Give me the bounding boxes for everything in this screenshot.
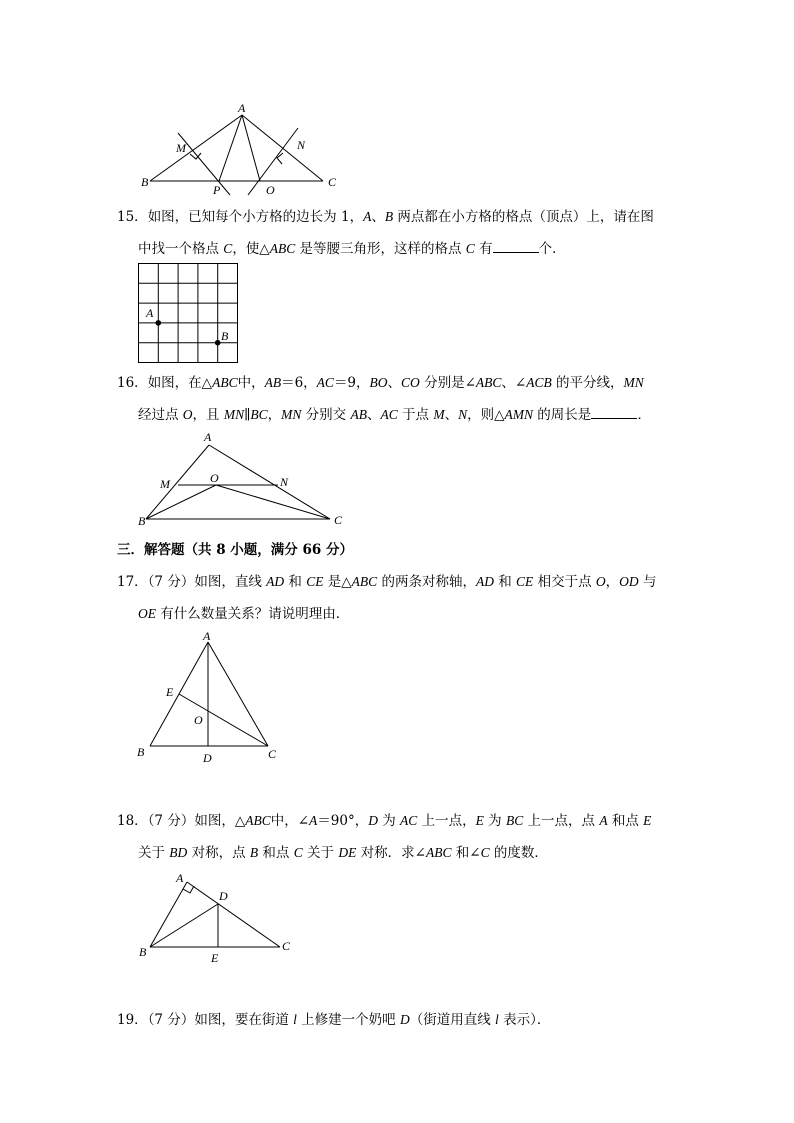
text-run: 上一点，点 — [523, 813, 600, 829]
question-number: 19． — [117, 1012, 148, 1028]
label-A: A — [203, 629, 211, 643]
text-run: ，且 — [192, 407, 224, 423]
math-variable: AD — [266, 574, 285, 589]
math-variable: C — [293, 845, 303, 860]
text-run: （街道用直线 — [409, 1012, 496, 1028]
label-N: N — [297, 138, 306, 152]
label-M: M — [160, 477, 170, 491]
math-variable: DE — [338, 845, 357, 860]
math-variable: MN — [223, 407, 245, 422]
text-run: （7 分）如图，△ — [147, 813, 246, 829]
label-C: C — [268, 747, 277, 761]
text-run: 的平分线， — [551, 375, 624, 391]
question-16 — [117, 367, 677, 431]
math-variable: AMN — [504, 407, 533, 422]
math-variable: l — [495, 1012, 499, 1027]
math-variable: AD — [475, 574, 494, 589]
answer-blank[interactable] — [493, 240, 539, 253]
question-number: 18． — [117, 813, 148, 829]
math-variable: BO — [369, 375, 388, 390]
math-variable: C — [480, 845, 490, 860]
math-variable: AC — [380, 407, 398, 422]
math-variable: B — [249, 845, 259, 860]
question-number: 15． — [117, 209, 148, 225]
label-M: M — [176, 141, 186, 155]
math-variable: ． — [637, 407, 651, 422]
text-run: 关于 — [138, 845, 170, 861]
math-variable: OE — [138, 606, 156, 621]
text-run: 表示）． — [498, 1012, 551, 1028]
math-variable: D — [399, 1012, 410, 1027]
point-B — [215, 340, 221, 346]
math-variable: AB — [264, 375, 282, 390]
math-variable: OD — [619, 574, 639, 589]
math-variable: E — [643, 813, 652, 828]
text-run: 和 — [493, 574, 517, 590]
text-run: 是△ — [323, 574, 352, 590]
math-variable: N — [458, 407, 468, 422]
text-run: 为 — [377, 813, 401, 829]
text-run: 的度数． — [489, 845, 548, 861]
math-variable: l — [293, 1012, 297, 1027]
math-variable: E — [475, 813, 484, 828]
text-run: 上一点， — [417, 813, 476, 829]
math-variable: CO — [401, 375, 420, 390]
question-19 — [117, 1004, 677, 1036]
label-B: B — [139, 945, 147, 959]
figure-q14 — [130, 98, 350, 198]
text-run: 和 — [284, 574, 307, 590]
text-run: 于点 — [397, 407, 434, 423]
question-18 — [117, 805, 677, 869]
math-variable: ABC — [425, 845, 452, 860]
text-run: ＝9， — [333, 375, 370, 391]
label-B: B — [137, 745, 145, 759]
math-variable: MN — [623, 375, 644, 390]
label-D: D — [203, 751, 212, 765]
text-run: 中， — [237, 375, 265, 391]
label-B: B — [138, 514, 146, 528]
label-A: A — [176, 871, 184, 885]
label-A: A — [204, 430, 212, 444]
label-B: B — [221, 329, 229, 343]
label-P: P — [213, 183, 221, 197]
label-C: C — [282, 939, 291, 953]
text-run: 和点 — [258, 845, 294, 861]
text-run: 经过点 — [138, 407, 183, 423]
text-run: 关于 — [302, 845, 339, 861]
math-variable: ABC — [212, 375, 238, 390]
text-run: 相交于点 — [533, 574, 596, 590]
text-run: 、 — [366, 407, 381, 423]
text-run: ＝6， — [281, 375, 317, 391]
math-variable: ABC — [351, 574, 378, 589]
point-A — [156, 320, 162, 326]
text-run: 和点 — [607, 813, 644, 829]
label-O: O — [210, 471, 219, 485]
label-O: O — [266, 183, 275, 197]
label-N: N — [280, 475, 289, 489]
label-B: B — [141, 175, 149, 189]
text-run: 有什么数量关系？请说明理由． — [156, 606, 350, 622]
math-variable: O — [595, 574, 606, 589]
math-variable: BC — [250, 407, 268, 422]
text-run: 、∠ — [501, 375, 527, 391]
answer-blank[interactable] — [591, 406, 637, 419]
math-variable: A — [309, 813, 318, 828]
figure-q17 — [132, 628, 292, 768]
text-run: 分别是∠ — [419, 375, 476, 391]
question-number: 17． — [117, 574, 148, 590]
math-variable: ABC — [245, 813, 271, 828]
label-E: E — [166, 685, 174, 699]
label-E: E — [211, 951, 219, 965]
text-run: ∥ — [244, 407, 251, 423]
figure-q15-grid — [132, 258, 244, 368]
math-variable: BD — [169, 845, 188, 860]
math-variable: CE — [516, 574, 534, 589]
label-C: C — [334, 513, 343, 527]
text-run: ＝90°， — [317, 813, 369, 829]
question-15: 15．如图，已知每个小方格的边长为 1，A、B 两点都在小方格的格点（顶点）上，请在图 中找一个格点 C，使△ABC 是等腰三角形，这样的格点 C 有 个． — [117, 209, 654, 257]
text-run: （7 分）如图，要在街道 — [147, 1012, 294, 1028]
question-number: 16． — [117, 375, 148, 391]
figure-q16 — [130, 428, 350, 530]
text-run: 、 — [444, 407, 459, 423]
label-C: C — [328, 175, 337, 189]
text-run: 与 — [638, 574, 657, 590]
text-run: （7 分）如图，直线 — [147, 574, 267, 590]
text-run: 为 — [483, 813, 506, 829]
text-run: 如图，在△ — [147, 375, 213, 391]
math-variable: M — [433, 407, 445, 422]
question-17 — [117, 566, 677, 630]
math-variable: ACB — [526, 375, 552, 390]
math-variable: MN — [281, 407, 302, 422]
text-run: 上修建一个奶吧 — [296, 1012, 400, 1028]
figure-q18 — [130, 868, 310, 968]
text-run: 的两条对称轴， — [377, 574, 476, 590]
math-variable: A — [599, 813, 608, 828]
text-run: 、 — [387, 375, 402, 391]
text-run: ， — [267, 407, 282, 423]
text-run: 分别交 — [301, 407, 351, 423]
math-variable: AC — [316, 375, 334, 390]
math-variable: O — [182, 407, 193, 422]
math-variable: D — [368, 813, 378, 828]
label-D: D — [219, 889, 228, 903]
text-run: 的周长是 — [532, 407, 592, 423]
text-run: 和∠ — [451, 845, 481, 861]
math-variable: BC — [505, 813, 524, 828]
label-A: A — [238, 101, 246, 115]
math-variable: AC — [400, 813, 418, 828]
math-variable: ABC — [475, 375, 502, 390]
text-run: 中，∠ — [270, 813, 310, 829]
text-run: 对称．求∠ — [356, 845, 426, 861]
math-variable: AB — [350, 407, 367, 422]
label-O: O — [194, 713, 203, 727]
label-A: A — [146, 306, 154, 320]
math-variable: CE — [306, 574, 324, 589]
text-run: ， — [605, 574, 620, 590]
text-run: 对称，点 — [187, 845, 250, 861]
text-run: ，则△ — [467, 407, 505, 423]
section-heading: 三．解答题（共 8 小题，满分 66 分） — [117, 542, 353, 558]
